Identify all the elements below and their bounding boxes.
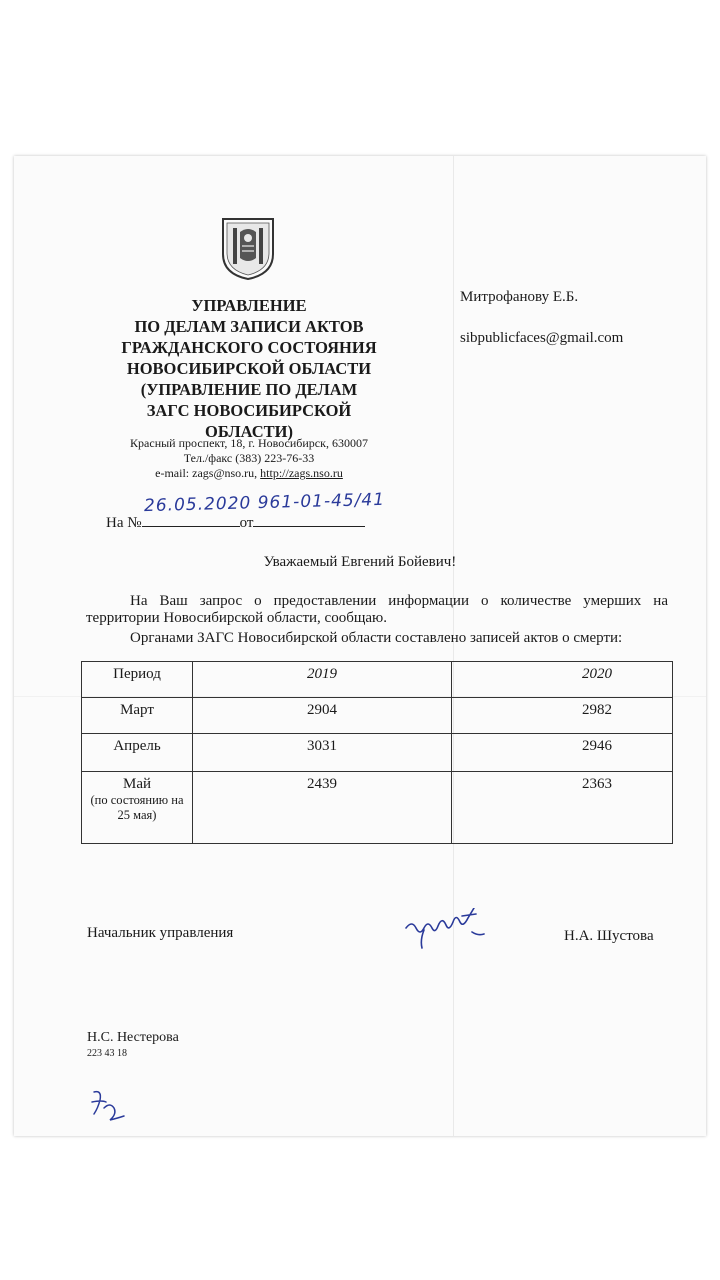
organization-address: Красный проспект, 18, г. Новосибирск, 630007 bbox=[130, 436, 368, 450]
column-header-2019: 2019 bbox=[193, 662, 452, 698]
organization-name-line: УПРАВЛЕНИЕ bbox=[191, 296, 307, 315]
table-row bbox=[82, 734, 673, 772]
organization-website-link[interactable]: http://zags.nso.ru bbox=[260, 466, 343, 480]
organization-name bbox=[74, 295, 424, 442]
handwritten-signature bbox=[402, 908, 498, 950]
body-paragraph: На Ваш запрос о предоставлении информации о количестве умерших на территории Новосибирской области, сообщаю. bbox=[86, 593, 668, 626]
organization-name-line: ГРАЖДАНСКОГО СОСТОЯНИЯ bbox=[121, 338, 377, 357]
organization-contacts bbox=[74, 436, 424, 481]
value-2020-cell: 2982 bbox=[452, 698, 673, 734]
letter-page bbox=[14, 156, 706, 1136]
body-paragraph: Органами ЗАГС Новосибирской области составлено записей актов о смерти: bbox=[130, 630, 623, 646]
table-row bbox=[82, 772, 673, 844]
handwritten-initials bbox=[88, 1088, 130, 1126]
value-2019-cell: 2904 bbox=[193, 698, 452, 734]
organization-email: e-mail: zags@nso.ru, bbox=[155, 466, 261, 480]
reference-date-label: от bbox=[239, 515, 254, 531]
coat-of-arms-icon bbox=[220, 216, 276, 282]
reference-date-blank bbox=[253, 512, 365, 527]
organization-name-line: НОВОСИБИРСКОЙ ОБЛАСТИ bbox=[126, 359, 372, 378]
value-2020-cell: 2946 bbox=[452, 734, 673, 772]
death-records-table bbox=[81, 661, 673, 844]
value-2020-cell: 2363 bbox=[452, 772, 673, 844]
organization-email-line bbox=[74, 466, 424, 481]
signatory-name: Н.А. Шустова bbox=[564, 928, 654, 944]
executor-name: Н.С. Нестерова bbox=[87, 1030, 179, 1045]
period-note: (по состоянию на 25 мая) bbox=[90, 793, 184, 822]
organization-name-line: ЗАГС НОВОСИБИРСКОЙ bbox=[146, 401, 352, 420]
value-2019-cell: 3031 bbox=[193, 734, 452, 772]
period-cell: Апрель bbox=[82, 734, 193, 772]
organization-name-line: ОБЛАСТИ) bbox=[205, 422, 293, 441]
greeting: Уважаемый Евгений Бойевич! bbox=[263, 554, 457, 570]
signatory-position: Начальник управления bbox=[87, 925, 234, 941]
value-2019-cell: 2439 bbox=[193, 772, 452, 844]
period-cell bbox=[82, 772, 193, 844]
reference-number-blank bbox=[142, 512, 240, 527]
period-label: Май bbox=[122, 776, 152, 792]
organization-name-line: ПО ДЕЛАМ ЗАПИСИ АКТОВ bbox=[134, 317, 364, 336]
recipient-email: sibpublicfaces@gmail.com bbox=[460, 330, 624, 346]
organization-phone: Тел./факс (383) 223-76-33 bbox=[183, 451, 315, 465]
handwritten-reference: 26.05.2020 961-01-45/41 bbox=[143, 489, 386, 517]
column-header-period: Период bbox=[82, 662, 193, 698]
recipient-name: Митрофанову Е.Б. bbox=[460, 289, 579, 305]
executor-phone: 223 43 18 bbox=[87, 1048, 127, 1059]
reference-line bbox=[106, 512, 365, 532]
table-row bbox=[82, 698, 673, 734]
period-cell: Март bbox=[82, 698, 193, 734]
reference-number-label: На № bbox=[106, 515, 142, 531]
organization-name-line: (УПРАВЛЕНИЕ ПО ДЕЛАМ bbox=[140, 380, 358, 399]
column-header-2020: 2020 bbox=[452, 662, 673, 698]
table-header-row bbox=[82, 662, 673, 698]
